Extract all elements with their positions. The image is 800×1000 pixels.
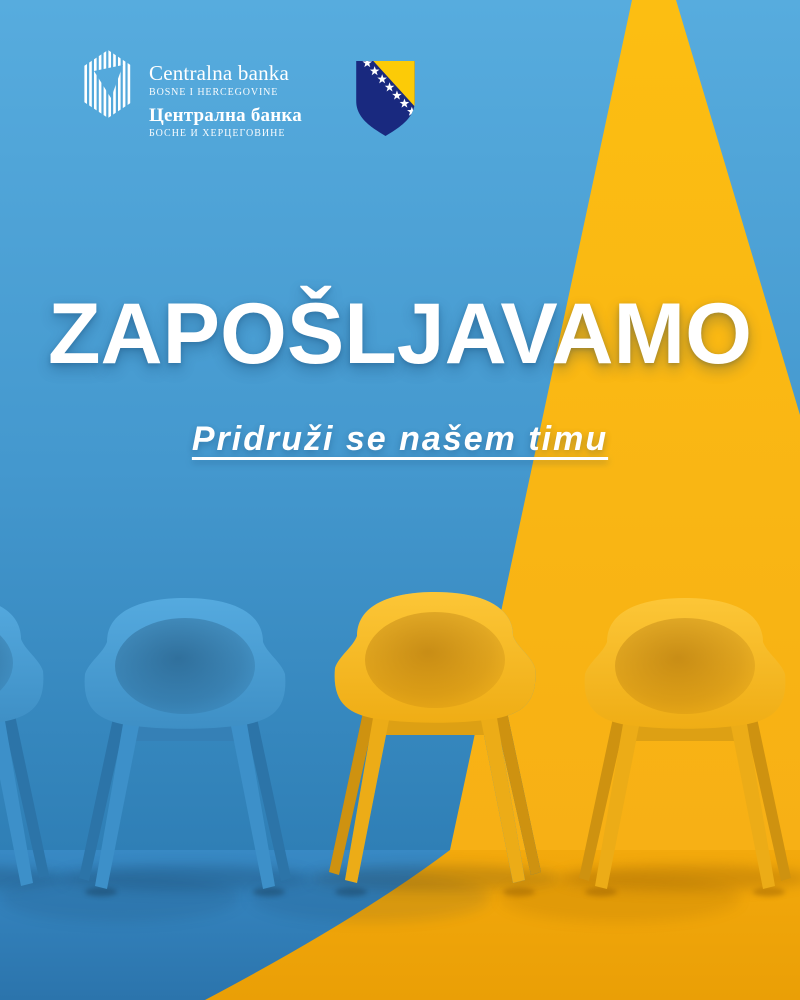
bank-subname-cyrillic: БОСНЕ И ХЕРЦЕГОВИНЕ — [149, 128, 286, 139]
central-bank-logo — [84, 50, 302, 139]
headline-zaposljavamo: ZAPOŠLJAVAMO — [48, 286, 752, 382]
subtitle-join-our-team — [0, 420, 800, 459]
bank-name-latin: Centralna banka — [149, 61, 290, 85]
central-bank-logo-text — [149, 50, 302, 139]
cbbh-striped-hexagon-icon — [84, 50, 132, 118]
bank-subname-latin: BOSNE I HERCEGOVINE — [149, 87, 279, 98]
subtitle-text: Pridruži se našem timu — [191, 420, 609, 458]
chair-shadows — [0, 865, 800, 922]
bank-name-cyrillic: Централна банка — [149, 105, 302, 126]
bih-coat-of-arms-icon — [354, 60, 417, 137]
